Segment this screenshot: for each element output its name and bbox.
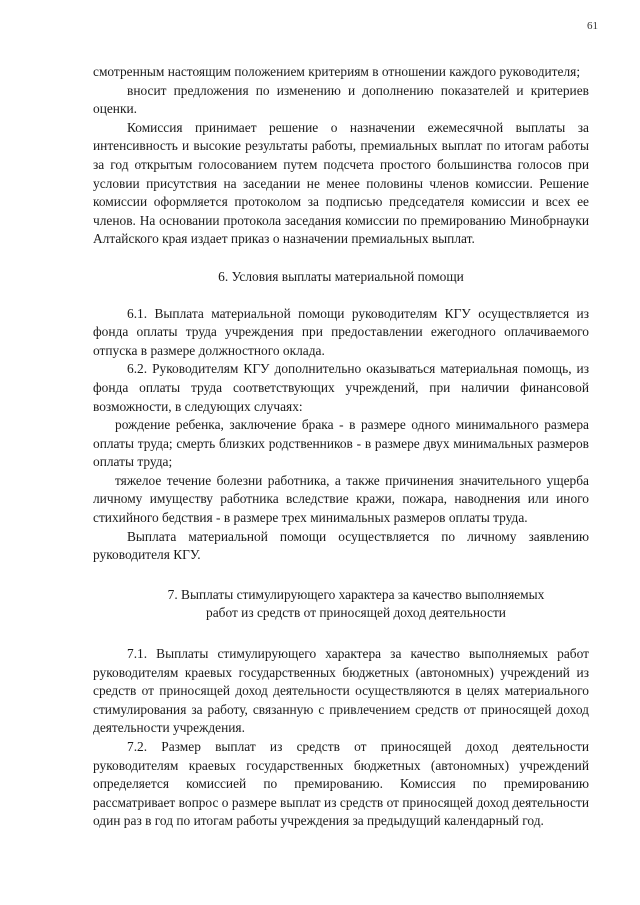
section-heading-7-line2: работ из средств от приносящей доход деятельности [206, 605, 506, 621]
paragraph: 7.1. Выплаты стимулирующего характера за качество выполняемых работ руководителям краевых государственных бюджетных (автономных) учреждений из средств от приносящей доход деятельности осуществляются в целях материального стимулирования за работу, связанную с привлечением средств от приносящей доход деятельности учреждения. [93, 646, 589, 736]
paragraph: 7.2. Размер выплат из средств от приносящей доход деятельности руководителям краевых государственных бюджетных (автономных) учреждений определяется комиссией по премированию. Комиссия по премированию рассматривает вопрос о размере выплат из средств от приносящей доход деятельности один раз в год по итогам работы учреждения за предыдущий календарный год. [93, 739, 589, 829]
paragraph: смотренным настоящим положением критериям в отношении каждого руководителя; [93, 64, 581, 79]
paragraph: рождение ребенка, заключение брака - в размере одного минимального размера оплаты труда; смерть близких родственников - в размере двух минимальных размеров оплаты труда; [93, 417, 589, 470]
page-number: 61 [587, 20, 598, 32]
paragraph: Выплата материальной помощи осуществляется по личному заявлению руководителя КГУ. [93, 528, 589, 563]
paragraph: 6.2. Руководителям КГУ дополнительно оказываться материальная помощь, из фонда оплаты труда соответствующих учреждений, при наличии финансовой возможности, в следующих случаях: [93, 361, 589, 414]
paragraph: вносит предложения по изменению и дополнению показателей и критериев оценки. [93, 82, 589, 117]
section-heading-7 [93, 586, 589, 623]
document-body [93, 63, 589, 831]
section-heading-6: 6. Условия выплаты материальной помощи [218, 268, 464, 284]
paragraph: тяжелое течение болезни работника, а также причинения значительного ущерба личному имуществу работника вследствие кражи, пожара, наводнения или иного стихийного бедствия - в размере трех минимальных размеров оплаты труда. [93, 472, 589, 526]
paragraph: Комиссия принимает решение о назначении ежемесячной выплаты за интенсивность и высокие результаты работы, премиальных выплат по итогам работы за год открытым голосованием путем подсчета простого большинства голосов при условии присутствия на заседании не менее половины членов комиссии. Решение комиссии оформляется протоколом за подписью председателя комиссии и всех ее членов. На основании протокола заседания комиссии по премированию Минобрнауки Алтайского края издает приказ о назначении премиальных выплат. [93, 119, 589, 247]
section-heading-7-line1: 7. Выплаты стимулирующего характера за качество выполняемых [167, 586, 545, 602]
paragraph: 6.1. Выплата материальной помощи руководителям КГУ осуществляется из фонда оплаты труда учреждения при предоставлении ежегодного оплачиваемого отпуска в размере должностного оклада. [93, 305, 589, 358]
